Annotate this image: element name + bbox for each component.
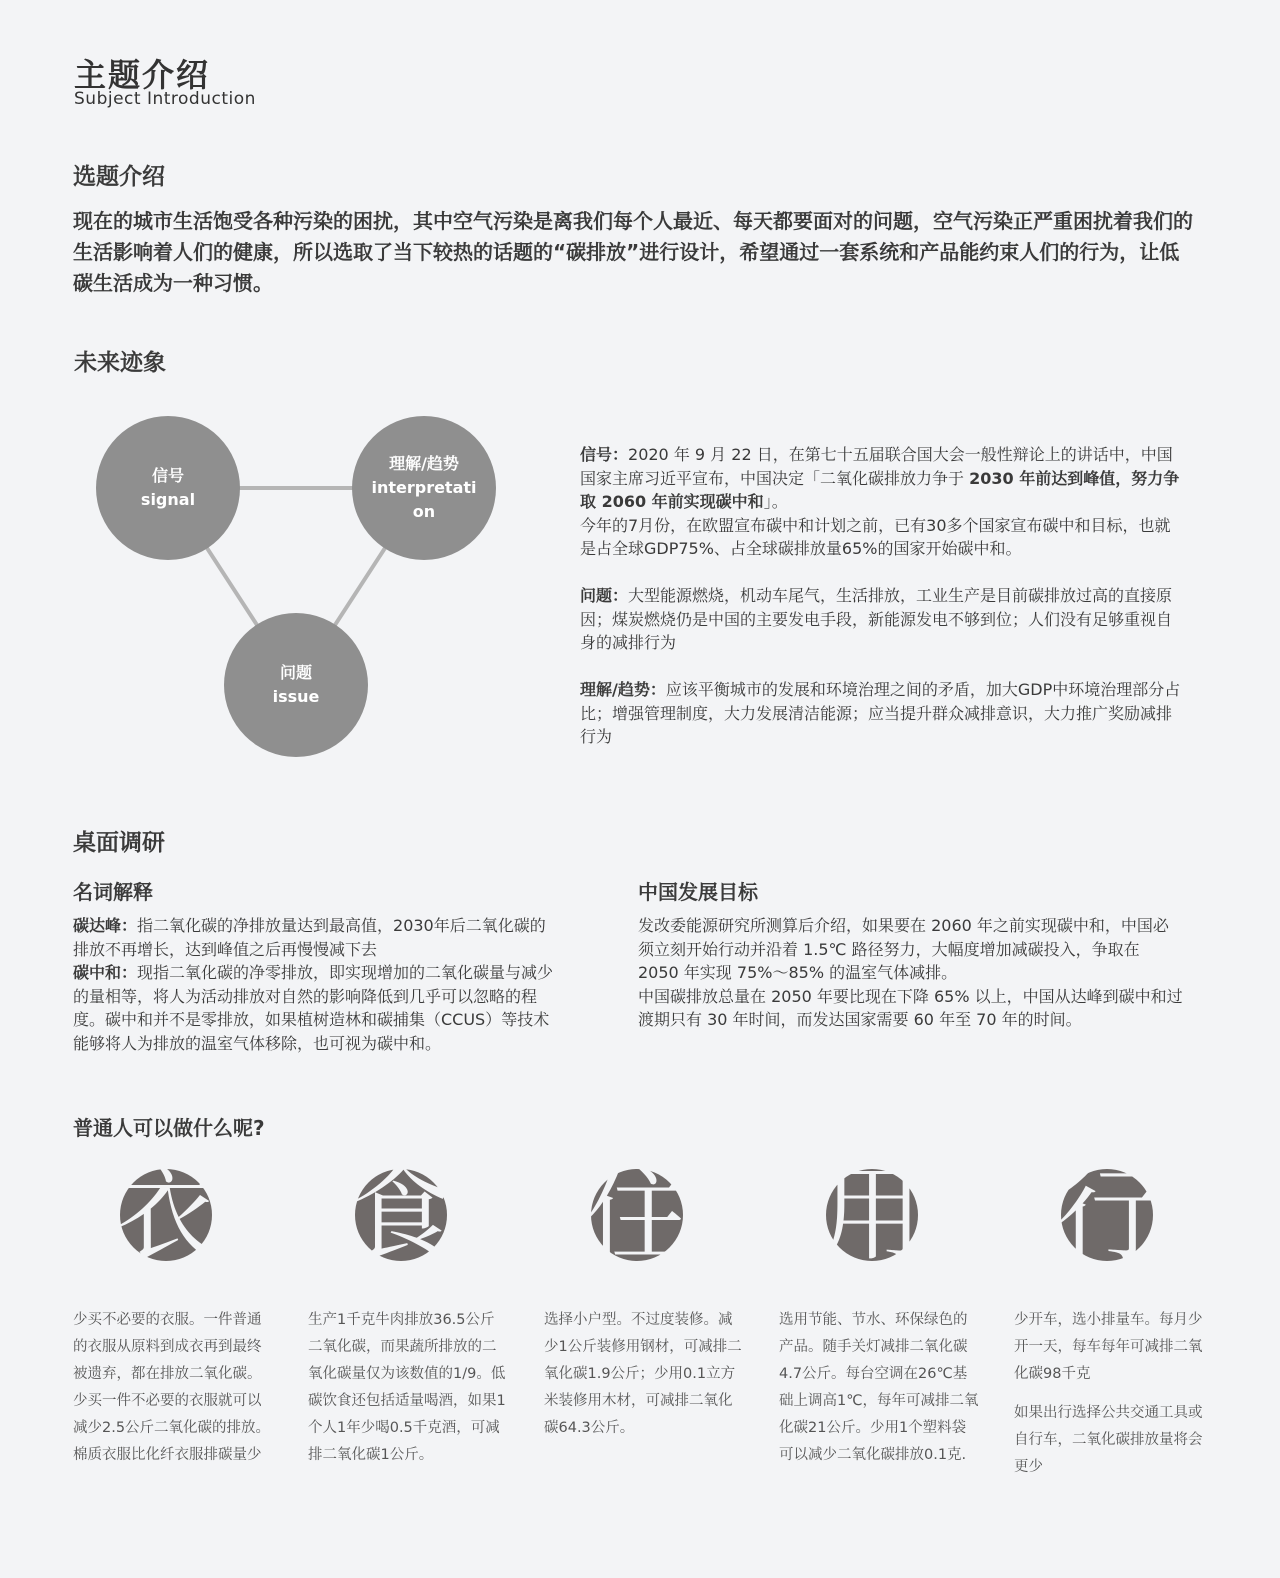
travel-icon: 行 — [1055, 1154, 1160, 1276]
trend-paragraph: 理解/趋势：应该平衡城市的发展和环境治理之间的矛盾，加大GDP中环境治理部分占比；增强管理制度，大力发展清洁能源；应当提升群众减排意识，大力推广奖励减排行为 — [580, 680, 1181, 746]
goal-heading: 中国发展目标 — [638, 880, 758, 904]
action-text-food: 生产1千克牛肉排放36.5公斤二氧化碳，而果蔬所排放的二氧化碳量仅为该数值的1/9。低碳饮食还包括适量喝酒，如果1个人1年少喝0.5千克酒，可减排二氧化碳1公斤。 — [308, 1312, 506, 1463]
node-interpretation-cn: 理解/趋势 — [389, 454, 459, 473]
topic-text: 现在的城市生活饱受各种污染的困扰，其中空气污染是离我们每个人最近、每天都要面对的问题，空气污染正严重困扰着我们的生活影响着人们的健康，所以选取了当下较热的话题的“碳排放”进行设计，希望通过一套系统和产品能约束人们的行为，让低碳生活成为一种习惯。 — [73, 209, 1193, 295]
topic-heading: 选题介绍 — [73, 164, 165, 190]
goal-paragraph-2: 中国碳排放总量在 2050 年要比现在下降 65% 以上，中国从达峰到碳中和过渡期只有 30 年时间，而发达国家需要 60 年至 70 年的时间。 — [638, 986, 1183, 1029]
node-interpretation-en: interpretation — [371, 478, 477, 521]
node-issue — [224, 613, 368, 757]
future-description — [580, 443, 1185, 749]
page-subtitle: Subject Introduction — [74, 89, 256, 109]
usage-icon: 用 — [820, 1154, 925, 1276]
food-icon: 食 — [349, 1154, 454, 1276]
node-issue-cn: 问题 — [279, 663, 312, 682]
action-text-housing: 选择小户型。不过度装修。减少1公斤装修用钢材，可减排二氧化碳1.9公斤；少用0.1立方米装修用木材，可减排二氧化碳64.3公斤。 — [544, 1312, 742, 1436]
future-heading: 未来迹象 — [74, 350, 166, 376]
signal-paragraph-2: 今年的7月份，在欧盟宣布碳中和计划之前，已有30多个国家宣布碳中和目标，也就是占全球GDP75%、占全球碳排放量65%的国家开始碳中和。 — [580, 515, 1171, 558]
action-text-travel-1: 少开车，选小排量车。每月少开一天，每车每年可减排二氧化碳98千克 — [1014, 1312, 1203, 1382]
terms-text — [73, 914, 558, 1055]
goal-text — [638, 914, 1183, 1032]
term-neutral: 碳中和：现指二氧化碳的净零排放，即实现增加的二氧化碳量与减少的量相等，将人为活动排放对自然的影响降低到几乎可以忽略的程度。碳中和并不是零排放，如果植树造林和碳捕集（CCUS）等技术能够将人为排放的温室气体移除，也可视为碳中和。 — [73, 963, 554, 1053]
term-peak: 碳达峰：指二氧化碳的净排放量达到最高值，2030年后二氧化碳的排放不再增长，达到峰值之后再慢慢减下去 — [73, 916, 546, 959]
node-signal-cn: 信号 — [151, 466, 184, 485]
goal-paragraph-1: 发改委能源研究所测算后介绍，如果要在 2060 年之前实现碳中和，中国必须立刻开始行动并沿着 1.5℃ 路径努力，大幅度增加减碳投入，争取在 2050 年实现 75%～85% 的温室气体减排。 — [638, 916, 1169, 982]
actions-heading: 普通人可以做什么呢? — [73, 1116, 265, 1140]
action-text-travel — [1014, 1307, 1214, 1481]
action-text-clothing: 少买不必要的衣服。一件普通的衣服从原料到成衣再到最终被遗弃，都在排放二氧化碳。少买一件不必要的衣服就可以减少2.5公斤二氧化碳的排放。棉质衣服比化纤衣服排碳量少 — [73, 1312, 271, 1463]
node-signal — [96, 416, 240, 560]
action-text-usage: 选用节能、节水、环保绿色的产品。随手关灯减排二氧化碳4.7公斤。每台空调在26℃基础上调高1℃，每年可减排二氧化碳21公斤。少用1个塑料袋可以减少二氧化碳排放0.1克. — [779, 1312, 979, 1463]
node-interpretation — [352, 416, 496, 560]
node-signal-en: signal — [140, 490, 196, 509]
page-title: 主题介绍 — [74, 56, 211, 94]
clothing-icon: 衣 — [114, 1154, 219, 1276]
signal-paragraph: 信号：2020 年 9 月 22 日，在第七十五届联合国大会一般性辩论上的讲话中，中国国家主席习近平宣布，中国决定「二氧化碳排放力争于 2030 年前达到峰值，努力争取 2060 年前实现碳中和」。 — [580, 445, 1180, 511]
terms-heading: 名词解释 — [73, 880, 153, 904]
housing-icon: 住 — [585, 1154, 690, 1276]
node-issue-en: issue — [272, 687, 320, 706]
action-text-travel-2: 如果出行选择公共交通工具或自行车，二氧化碳排放量将会更少 — [1014, 1405, 1203, 1475]
desk-heading: 桌面调研 — [73, 830, 165, 856]
issue-paragraph: 问题：大型能源燃烧，机动车尾气，生活排放，工业生产是目前碳排放过高的直接原因；煤炭燃烧仍是中国的主要发电手段，新能源发电不够到位；人们没有足够重视自身的减排行为 — [580, 586, 1173, 652]
